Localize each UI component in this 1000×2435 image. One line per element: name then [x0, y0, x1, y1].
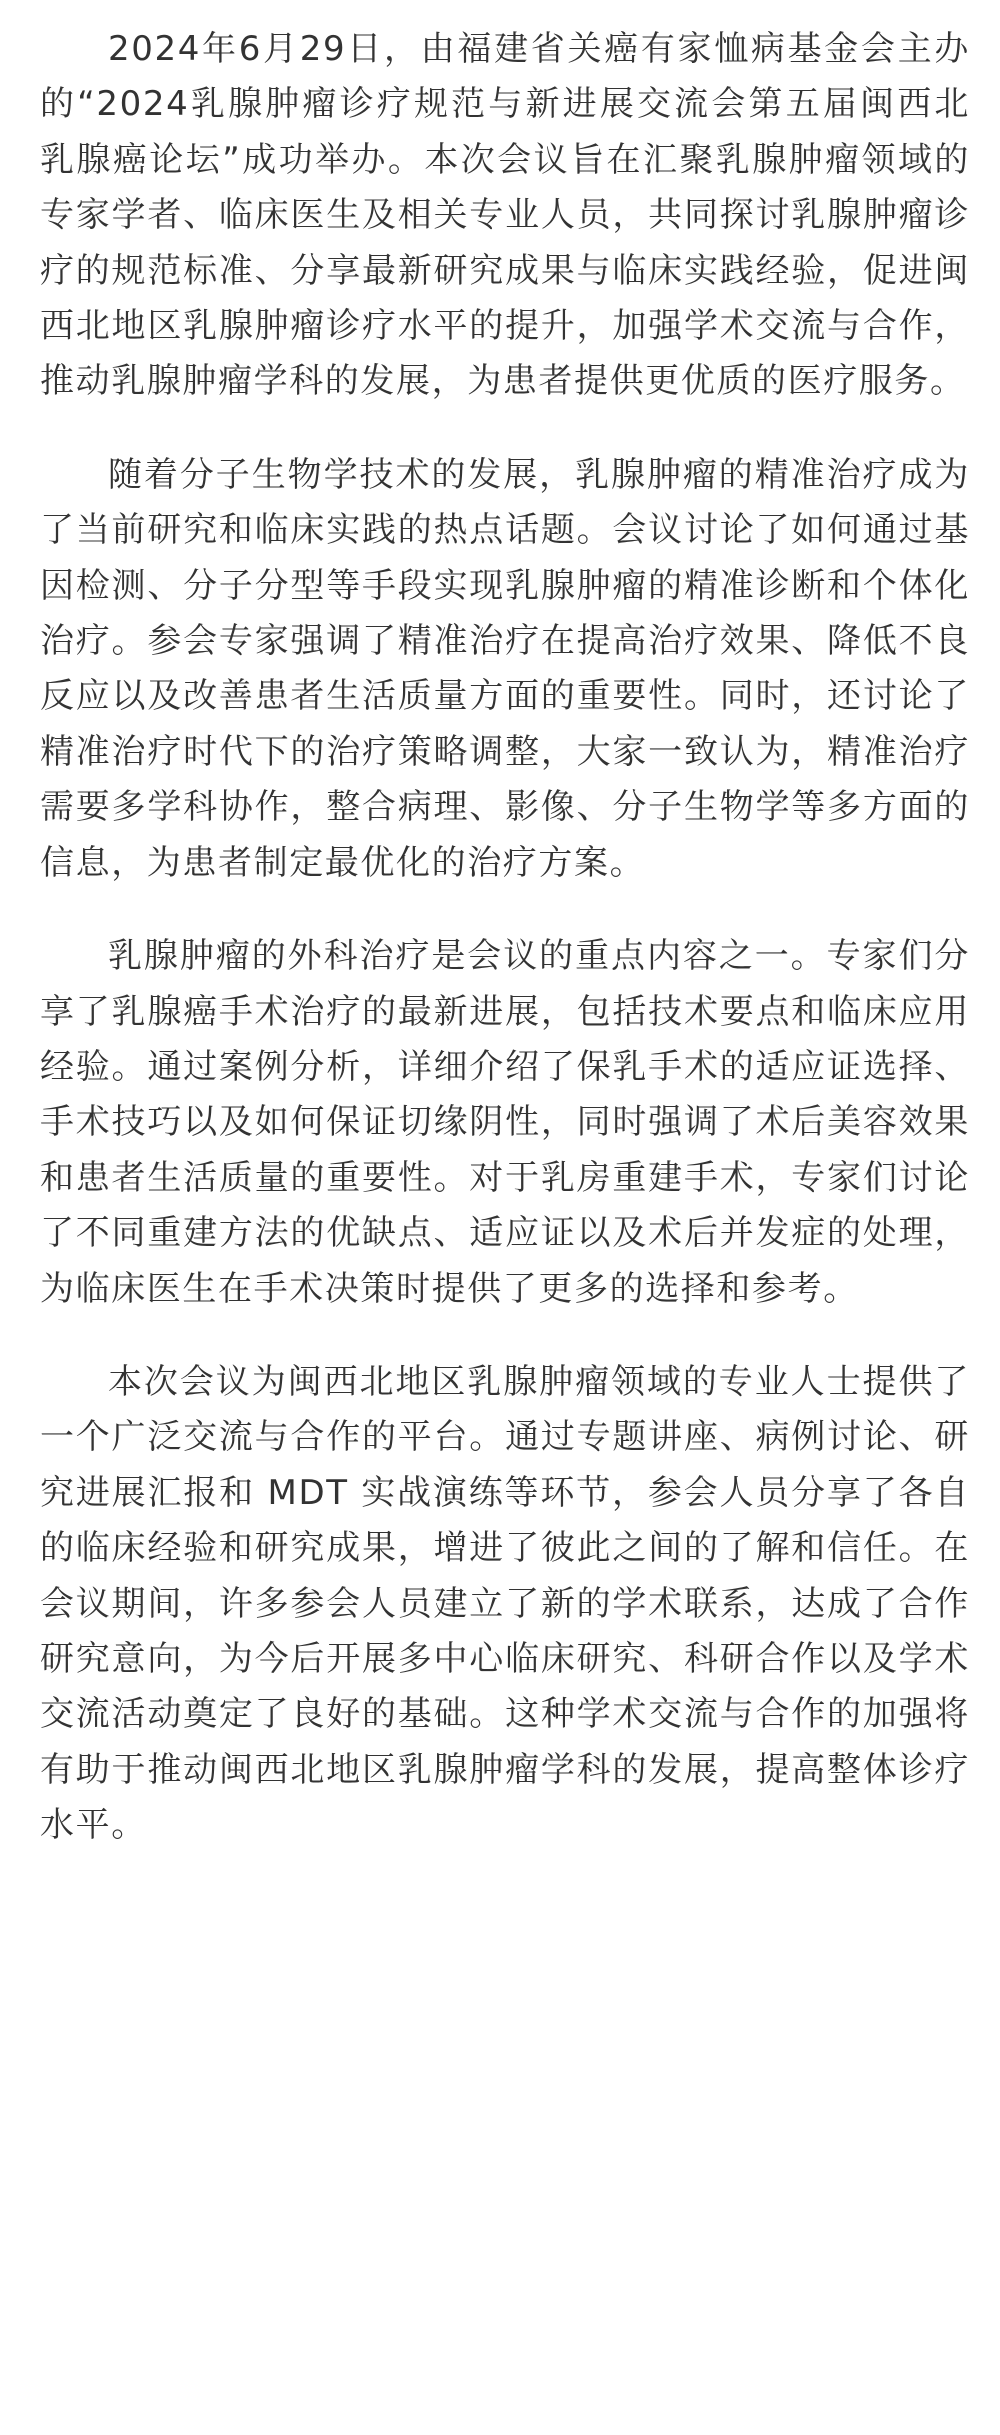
- paragraph-3: 乳腺肿瘤的外科治疗是会议的重点内容之一。专家们分享了乳腺癌手术治疗的最新进展，包括技术要点和临床应用经验。通过案例分析，详细介绍了保乳手术的适应证选择、手术技巧以及如何保证切缘阴性，同时强调了术后美容效果和患者生活质量的重要性。对于乳房重建手术，专家们讨论了不同重建方法的优缺点、适应证以及术后并发症的处理，为临床医生在手术决策时提供了更多的选择和参考。: [40, 936, 970, 1309]
- paragraph-1: 2024年6月29日，由福建省关癌有家恤病基金会主办的“2024乳腺肿瘤诊疗规范与新进展交流会第五届闽西北乳腺癌论坛”成功举办。本次会议旨在汇聚乳腺肿瘤领域的专家学者、临床医生及相关专业人员，共同探讨乳腺肿瘤诊疗的规范标准、分享最新研究成果与临床实践经验，促进闽西北地区乳腺肿瘤诊疗水平的提升，加强学术交流与合作，推动乳腺肿瘤学科的发展，为患者提供更优质的医疗服务。: [40, 29, 970, 402]
- paragraph-2: 随着分子生物学技术的发展，乳腺肿瘤的精准治疗成为了当前研究和临床实践的热点话题。会议讨论了如何通过基因检测、分子分型等手段实现乳腺肿瘤的精准诊断和个体化治疗。参会专家强调了精准治疗在提高治疗效果、降低不良反应以及改善患者生活质量方面的重要性。同时，还讨论了精准治疗时代下的治疗策略调整，大家一致认为，精准治疗需要多学科协作，整合病理、影像、分子生物学等多方面的信息，为患者制定最优化的治疗方案。: [40, 454, 970, 883]
- paragraph-4: 本次会议为闽西北地区乳腺肿瘤领域的专业人士提供了一个广泛交流与合作的平台。通过专题讲座、病例讨论、研究进展汇报和 MDT 实战演练等环节，参会人员分享了各自的临床经验和研究成果，增进了彼此之间的了解和信任。在会议期间，许多参会人员建立了新的学术联系，达成了合作研究意向，为今后开展多中心临床研究、科研合作以及学术交流活动奠定了良好的基础。这种学术交流与合作的加强将有助于推动闽西北地区乳腺肿瘤学科的发展，提高整体诊疗水平。: [40, 1361, 970, 1846]
- article-body: [40, 22, 970, 1892]
